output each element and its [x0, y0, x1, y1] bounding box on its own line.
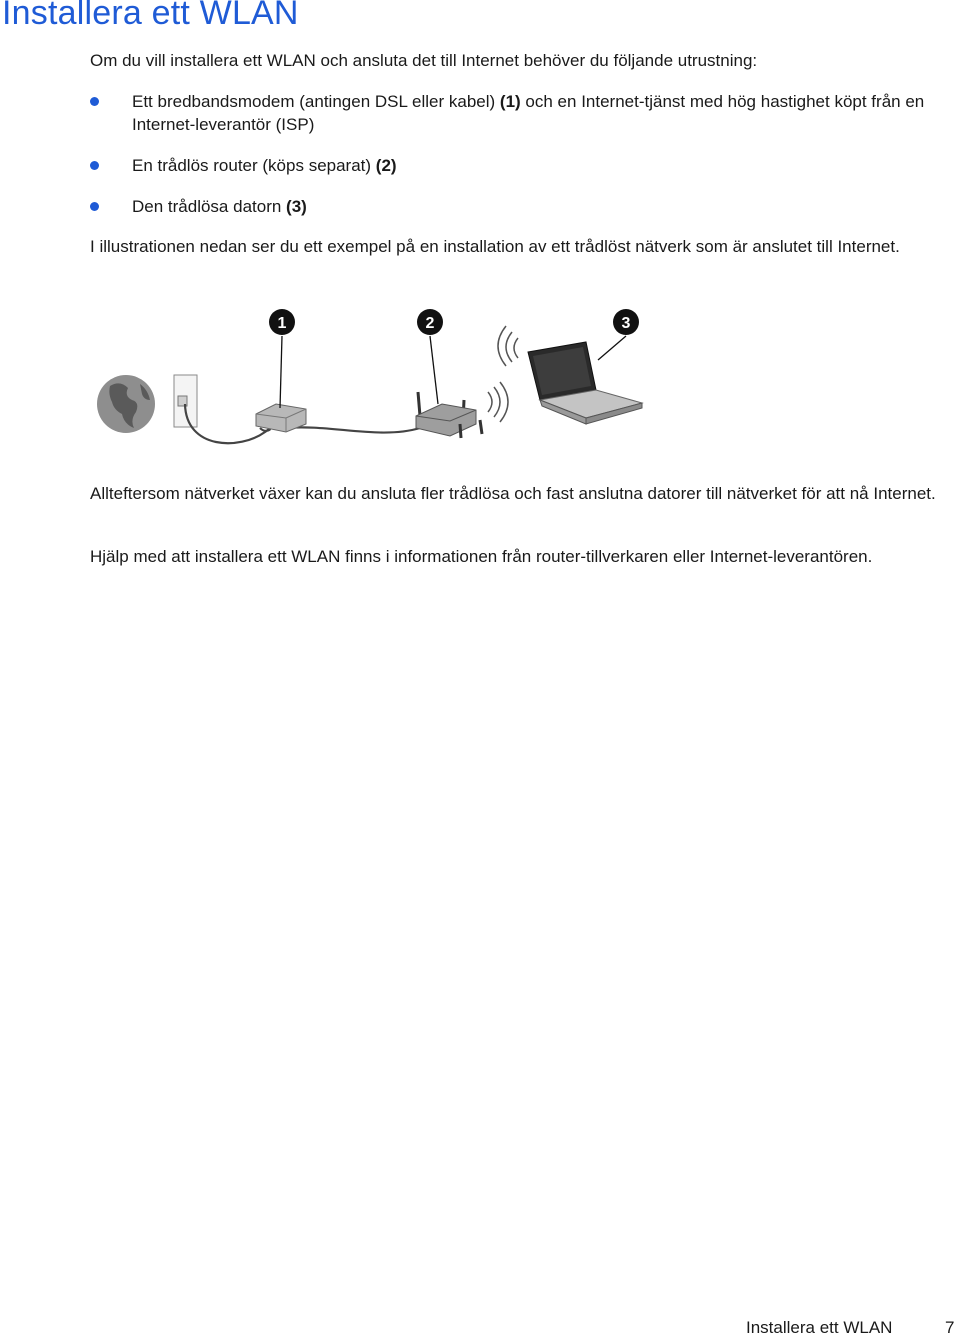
- router-icon: [416, 392, 482, 438]
- callout-label: 3: [621, 315, 631, 332]
- bullet-icon: [90, 202, 99, 211]
- callout-leader: [430, 336, 438, 404]
- callout-label: 2: [425, 315, 435, 332]
- item-text-post: och en Internet-tjänst med hög hastighet köpt från en Internet-leverantör (ISP): [132, 92, 925, 134]
- callout-label: 1: [277, 315, 287, 332]
- list-item: [90, 90, 960, 136]
- footer-page-number: 7: [945, 1318, 955, 1337]
- callout-2: [417, 309, 443, 335]
- footer-section-title: Installera ett WLAN: [746, 1318, 893, 1337]
- item-text: En trådlös router (köps separat): [132, 156, 376, 175]
- wireless-signal-icon: [488, 326, 518, 422]
- growth-paragraph: Allteftersom nätverket växer kan du ansluta fler trådlösa och fast anslutna datorer till nätverket för att nå Internet.: [90, 484, 936, 503]
- item-text: Den trådlösa datorn: [132, 197, 287, 216]
- callout-1: [269, 309, 295, 335]
- bullet-icon: [90, 161, 99, 170]
- help-paragraph: Hjälp med att installera ett WLAN finns i informationen från router-tillverkaren eller Internet-leverantören.: [90, 547, 873, 566]
- callout-leader: [598, 336, 626, 360]
- wall-jack-icon: [174, 375, 197, 427]
- callout-3: [613, 309, 639, 335]
- item-ref: (3): [286, 197, 307, 216]
- equipment-list: [90, 90, 960, 218]
- item-ref: (2): [375, 156, 397, 175]
- list-item: [90, 154, 960, 177]
- callout-leader: [280, 336, 282, 408]
- cable-line: [286, 427, 420, 432]
- globe-icon: [97, 375, 155, 433]
- wlan-setup-illustration: [90, 300, 660, 460]
- item-ref: (1): [499, 92, 521, 111]
- intro-paragraph: Om du vill installera ett WLAN och ansluta det till Internet behöver du följande utrustning:: [90, 51, 758, 70]
- page-title: Installera ett WLAN: [2, 0, 299, 32]
- illustration-caption: I illustrationen nedan ser du ett exempel på en installation av ett trådlöst nätverk som är anslutet till Internet.: [90, 237, 900, 256]
- item-text: Ett bredbandsmodem (antingen DSL eller kabel): [132, 92, 500, 111]
- list-item: [90, 195, 960, 218]
- bullet-icon: [90, 97, 99, 106]
- laptop-icon: [528, 342, 642, 424]
